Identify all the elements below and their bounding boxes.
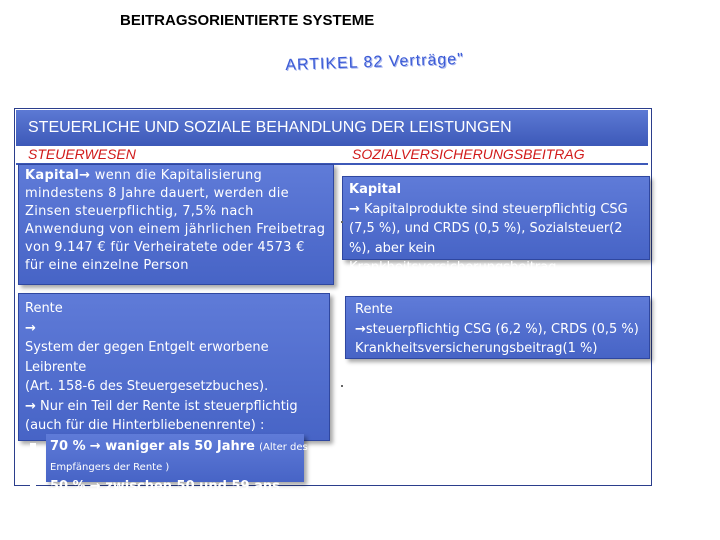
capital-social-text: Kapitalprodukte sind steuerpflichtig CSG (7,5 %), und CRDS (0,5 %), Sozialsteuer(2 %), aber kein Krankheitsversicherungsbeitrag (349, 201, 628, 275)
arrow-icon: → (349, 201, 360, 217)
section-header: STEUERLICHE UND SOZIALE BEHANDLUNG DER LEISTUNGEN (16, 110, 648, 146)
pension-social-text: steuerpflichtig CSG (6,2 %), CRDS (0,5 %) Krankheitsversicherungsbeitrag(1 %) (355, 321, 639, 356)
column-title-social: SOZIALVERSICHERUNGSBEITRAG (352, 146, 585, 162)
pension-tax-line2: (Art. 158-6 des Steuergesetzbuches). (25, 379, 269, 394)
pension-social-label: Rente (355, 302, 393, 317)
pension-share-list (30, 437, 330, 534)
bullet-text: zwischen 50 und 59 ans (100, 479, 280, 494)
bullet-text: waniger als 50 Jahre (100, 439, 255, 454)
list-item (30, 477, 330, 496)
bullet-percent: 50 % (50, 479, 86, 494)
pension-social-box (345, 296, 650, 359)
pension-tax-line3: Nur ein Teil der Rente ist steuerpflichtig (auch für die Hinterbliebenenrente) : (25, 398, 298, 433)
bullet-percent: 70 % (50, 439, 86, 454)
bullet-text: mehr als 69 ans (100, 517, 222, 532)
slide-subtitle: ARTIKEL 82 Verträge" (285, 50, 465, 74)
bullet-square-icon (30, 502, 36, 508)
capital-tax-box (18, 164, 334, 285)
arrow-icon: → (25, 320, 36, 336)
arrow-icon: → (89, 439, 101, 454)
arrow-icon: → (89, 479, 101, 494)
pension-tax-line1: System der gegen Entgelt erworbene Leibrente (25, 340, 269, 375)
list-item (30, 515, 330, 534)
list-item (30, 437, 330, 477)
stray-dot (341, 221, 343, 223)
capital-social-box (342, 176, 650, 275)
capital-tax-label: Kapital (25, 168, 80, 183)
arrow-icon: → (79, 168, 91, 183)
pension-tax-label: Rente (25, 301, 63, 316)
bullet-square-icon (30, 521, 36, 527)
arrow-icon: → (89, 498, 101, 513)
slide-title: BEITRAGSORIENTIERTE SYSTEME (120, 12, 375, 29)
bullet-note: (Alter des Empfängers der Rente ) (50, 442, 308, 473)
list-item (30, 496, 330, 515)
bullet-percent: 30 % (50, 517, 86, 532)
bullet-text: zwischen 60 und 69 ans (100, 498, 280, 513)
stray-dot (341, 385, 343, 387)
arrow-icon: → (355, 321, 366, 337)
capital-tax-text: wenn die Kapitalisierung mindestens 8 Jahre dauert, werden die Zinsen steuerpflichtig, 7,5% nach Anwendung von einem jährlichen Freibetrag von 9.147 € für Verheiratete oder 4573 € für eine einzelne Person (25, 168, 326, 273)
column-title-tax: STEUERWESEN (28, 146, 136, 162)
arrow-icon: → (89, 517, 101, 532)
arrow-icon: → (25, 398, 36, 414)
capital-social-label: Kapital (349, 182, 402, 197)
bullet-percent: 40 % (50, 498, 86, 513)
pension-tax-box (18, 293, 330, 441)
bullet-square-icon (30, 483, 36, 489)
bullet-square-icon (30, 443, 36, 449)
